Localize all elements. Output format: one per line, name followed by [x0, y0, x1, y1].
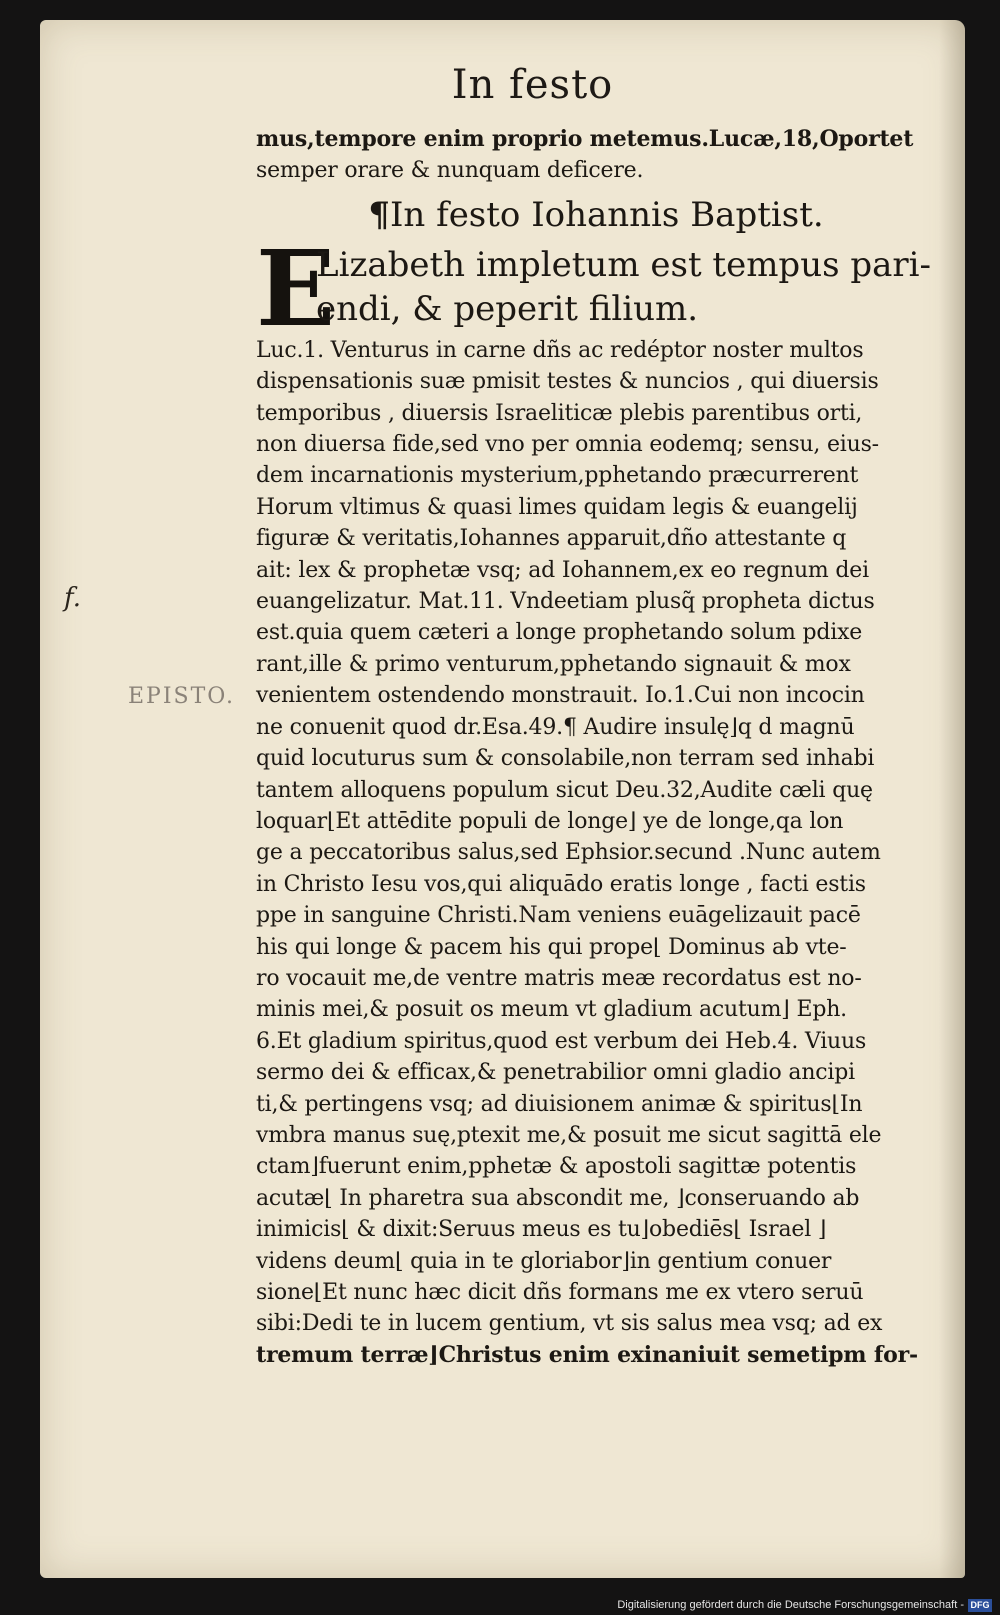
- text-line: acutæ⌊ In pharetra sua abscondit me, ⌋conseruando ab: [256, 1185, 860, 1211]
- text-line: ro vocauit me,de ventre matris meæ recordatus est no-: [256, 965, 862, 991]
- text-line: his qui longe & pacem his qui prope⌊ Dominus ab vte-: [256, 934, 847, 960]
- text-block: [256, 124, 956, 1371]
- text-line: sermo dei & efficax,& penetrabilior omni gladio ancipi: [256, 1060, 855, 1086]
- drop-cap-initial: E: [256, 226, 336, 350]
- text-line: mus,tempore enim proprio metemus.Lucæ,18,Oportet: [256, 126, 914, 152]
- text-line: ppe in sanguine Christi.Nam veniens euāgelizauit pacē: [256, 903, 861, 929]
- text-line: inimicis⌊ & dixit:Seruus meus es tu⌋obediēs⌊ Israel ⌋: [256, 1217, 827, 1243]
- body-text: [256, 335, 956, 1371]
- running-head: In festo: [451, 62, 614, 108]
- text-line: Horum vltimus & quasi limes quidam legis & euangelij: [256, 494, 858, 520]
- text-line: tremum terræ⌋Christus enim exinaniuit semetipm for-: [256, 1341, 918, 1368]
- text-line: Luc.1. Venturus in carne dñs ac redéptor noster multos: [256, 337, 864, 363]
- text-line: ti,& pertingens vsq; ad diuisionem animæ & spiritus⌊In: [256, 1091, 863, 1117]
- section-heading-text: In festo Iohannis Baptist.: [389, 194, 824, 235]
- text-line: ge a peccatoribus salus,sed Ephsior.secund .Nunc autem: [256, 840, 881, 866]
- incipit-line: Lizabeth impletum est tempus pari-: [316, 244, 932, 285]
- text-line: 6.Et gladium spiritus,quod est verbum dei Heb.4. Viuus: [256, 1028, 867, 1054]
- text-line: tantem alloquens populum sicut Deu.32,Audite cæli quę: [256, 777, 873, 803]
- text-line: in Christo Iesu vos,qui aliquādo eratis longe , facti estis: [256, 871, 866, 897]
- text-line: euangelizatur. Mat.11. Vndeetiam plusq̃ propheta dictus: [256, 589, 875, 615]
- incipit-line: endi, & peperit filium.: [316, 288, 699, 329]
- text-line: non diuersa fide,sed vno per omnia eodemq; sensu, eius-: [256, 432, 879, 458]
- text-line: vmbra manus suę,ptexit me,& posuit me sicut sagittā ele: [256, 1122, 882, 1148]
- pilcrow-icon: ¶: [368, 194, 390, 235]
- text-line: dispensationis suæ pmisit testes & nuncios , qui diuersis: [256, 369, 879, 395]
- text-line: sibi:Dedi te in lucem gentium, vt sis salus mea vsq; ad ex: [256, 1311, 883, 1337]
- text-line: semper orare & nunquam deficere.: [256, 158, 644, 184]
- dfg-logo: DFG: [968, 1599, 992, 1612]
- margin-note-episto: EPISTO.: [128, 684, 236, 709]
- text-line: loquar⌊Et attēdite populi de longe⌋ ye de longe,qa lon: [256, 808, 844, 834]
- text-line: sione⌊Et nunc hæc dicit dñs formans me ex vtero seruū: [256, 1280, 864, 1305]
- text-line: rant,ille & primo venturum,pphetando signauit & mox: [256, 651, 851, 677]
- text-line: minis mei,& posuit os meum vt gladium acutum⌋ Eph.: [256, 997, 847, 1023]
- text-line: venientem ostendendo monstrauit. Io.1.Cui non incocin: [256, 683, 865, 709]
- text-line: figuræ & veritatis,Iohannes apparuit,dño attestante q: [256, 526, 847, 552]
- footer-credit: Digitalisierung gefördert durch die Deutsche Forschungsgemeinschaft -: [617, 1599, 964, 1611]
- text-line: dem incarnationis mysterium,pphetando præcurrerent: [256, 463, 859, 489]
- text-line: ctam⌋fuerunt enim,pphetæ & apostoli sagittæ potentis: [256, 1154, 857, 1180]
- text-line: quid locuturus sum & consolabile,non terram sed inhabi: [256, 746, 875, 772]
- text-line: videns deum⌊ quia in te gloriabor⌋in gentium conuer: [256, 1248, 832, 1274]
- text-line: ait: lex & prophetæ vsq; ad Iohannem,ex eo regnum dei: [256, 557, 869, 583]
- text-line: temporibus , diuersis Israeliticæ plebis parentibus orti,: [256, 400, 863, 426]
- text-line: est.quia quem cæteri a longe prophetando solum pdixe: [256, 620, 863, 646]
- book-page: [40, 20, 965, 1578]
- text-line: ne conuenit quod dr.Esa.49.¶ Audire insulę⌋q d magnū: [256, 714, 855, 740]
- section-heading: [256, 193, 956, 237]
- margin-mark: f.: [64, 583, 81, 613]
